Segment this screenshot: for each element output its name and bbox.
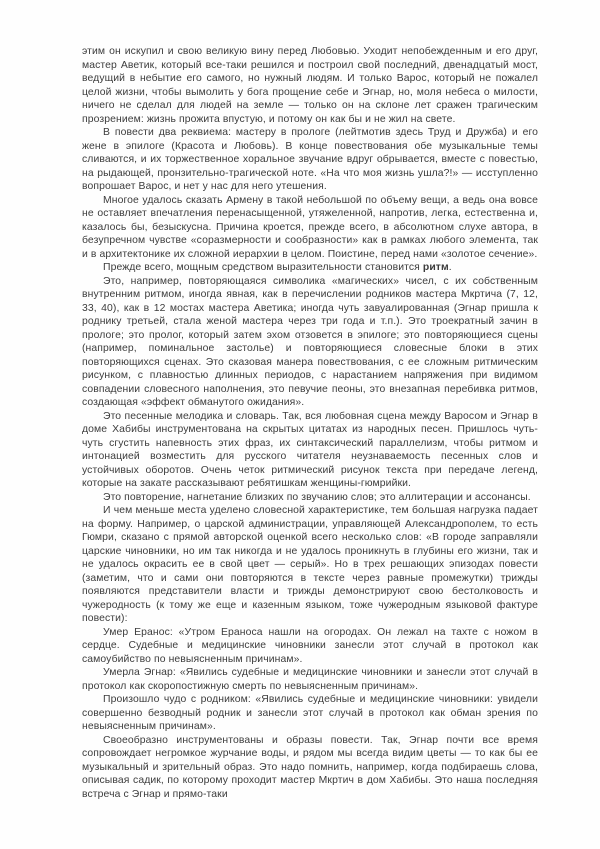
- paragraph: [82, 734, 538, 802]
- text-run: Прежде всего, мощным средством выразительности становится: [103, 262, 423, 273]
- text-run: В повести два реквиема: мастеру в прологе (лейтмотив здесь Труд и Дружба) и его жене в эпилоге (Красота и Любовь). В конце повествования обе музыкальные темы сливаются, и их торжественное хоральное звучание вдруг обрывается, вместе с повестью, на рыдающей, пронзительно-трагической ноте. «На что моя жизнь ушла?!» — исступленно вопрошает Варос, и нет у нас для него утешения.: [82, 127, 538, 192]
- paragraph: [82, 261, 538, 275]
- paragraph: [82, 504, 538, 626]
- text-run: Это, например, повторяющаяся символика «магических» чисел, с их собственным внутренним ритмом, иногда явная, как в перечислении родников мастера Мкртича (7, 12, 33, 40), как в 12 мостах мастера Аветика; иногда чуть завуалированная (Эгнар пришла к роднику третьей, стала женой мастера через три года и т.п.). Это троекратный зачин в прологе; это пролог, который затем эхом отзовется в эпилоге; это повторяющиеся сцены (например, поминальное застолье) и повторяющиеся словесные блоки в этих повторяющихся сценах. Это сказовая манера повествования, с ее сложным ритмическим рисунком, с плавностью длинных периодов, с нарастанием напряжения при видимом совпадении словесного наполнения, это певучие пеоны, это внезапная перебивка ритмов, создающая «эффект обманутого ожидания».: [82, 275, 538, 408]
- paragraph: [82, 626, 538, 667]
- paragraph: [82, 126, 538, 194]
- paragraph: [82, 666, 538, 693]
- paragraph: [82, 45, 538, 126]
- text-run: .: [448, 262, 452, 273]
- text-run: И чем меньше места уделено словесной характеристике, тем большая нагрузка падает на форму. Например, о царской администрации, управляющей Александрополем, то есть Гюмри, сказано с прямой авторской оценкой всего несколько слов: «В городе заправляли царские чиновники, но им так никогда и не удалось проникнуть в глубины его жизни, так и не удалось окрасить ее в свой цвет — серый». Но в трех решающих эпизодах повести (заметим, что и сами они повторяются в тексте через равные промежутки) трижды появляются представители власти и трижды демонстрируют свою бестолковость и чужеродность (к тому же еще и казенным языком, тоже чужеродным языковой фактуре повести):: [82, 505, 538, 624]
- text-run: Многое удалось сказать Армену в такой небольшой по объему вещи, а ведь она вовсе не оставляет впечатления перенасыщенной, утяжеленной, напротив, легка, естественна и, казалось бы, безыскусна. Причина кроется, прежде всего, в абсолютном слухе автора, в безупречном чувстве «соразмерности и сообразности» как в рамках любого элемента, так и в архитектонике их сложной иерархии в целом. Поистине, перед нами «золотое сечение».: [82, 194, 538, 260]
- text-run: Это песенные мелодика и словарь. Так, вся любовная сцена между Варосом и Эгнар в доме Хабибы инструментована на скрытых цитатах из народных песен. Пришлось чуть-чуть сгустить напевность этих фраз, их синтаксический параллелизм, чтобы ритмом и интонацией возместить для русского читателя неузнаваемость песенных слов и устойчивых оборотов. Очень четок ритмический рисунок текста при передаче легенд, которые на закате рассказывают ребятишкам женщины-гюмрийки.: [82, 410, 538, 489]
- paragraph: [82, 275, 538, 410]
- paragraph: [82, 693, 538, 734]
- paragraph: [82, 491, 538, 505]
- text-run-bold: ритм: [422, 262, 449, 273]
- text-run: этим он искупил и свою великую вину перед Любовью. Уходит непобежденным и его друг, мастер Аветик, который все-таки решился и построил свой последний, двенадцатый мост, ведущий в небытие его самого, но нужный людям. И только Варос, который не пожалел целой жизни, чтобы вымолить у бога прощение себе и Эгнар, но, моля небеса о милости, ничего не сделал для людей на земле — только он на склоне лет сражен трагическим прозрением: жизнь прожита впустую, и потому он как бы и не жил на свете.: [82, 46, 538, 125]
- text-column: [82, 45, 538, 801]
- text-run: Своеобразно инструментованы и образы повести. Так, Эгнар почти все время сопровождает негромкое журчание воды, и рядом мы всегда видим цветы — то как бы ее музыкальный и зрительный образ. Это надо помнить, например, когда подбираешь слова, описывая садик, по которому проходит мастер Мкртич в дом Хабибы. Это наша последняя встреча с Эгнар и прямо-таки: [82, 734, 538, 800]
- text-run: Умерла Эгнар: «Явились судебные и медицинские чиновники и занесли этот случай в протокол как скоропостижную смерть по невыясненным причинам».: [82, 667, 538, 692]
- paragraph: [82, 194, 538, 262]
- paragraph: [82, 410, 538, 491]
- text-run: Это повторение, нагнетание близких по звучанию слов; это аллитерации и ассонансы.: [103, 491, 531, 503]
- text-run: Произошло чудо с родником: «Явились судебные и медицинские чиновники: увидели совершенно безводный родник и занесли этот случай в протокол как обман зрения по невыясненным причинам».: [82, 694, 538, 732]
- text-run: Умер Еранос: «Утром Ераноса нашли на огородах. Он лежал на тахте с ножом в сердце. Судебные и медицинские чиновники занесли этот случай в протокол как самоубийство по невыясненным причинам».: [82, 626, 538, 665]
